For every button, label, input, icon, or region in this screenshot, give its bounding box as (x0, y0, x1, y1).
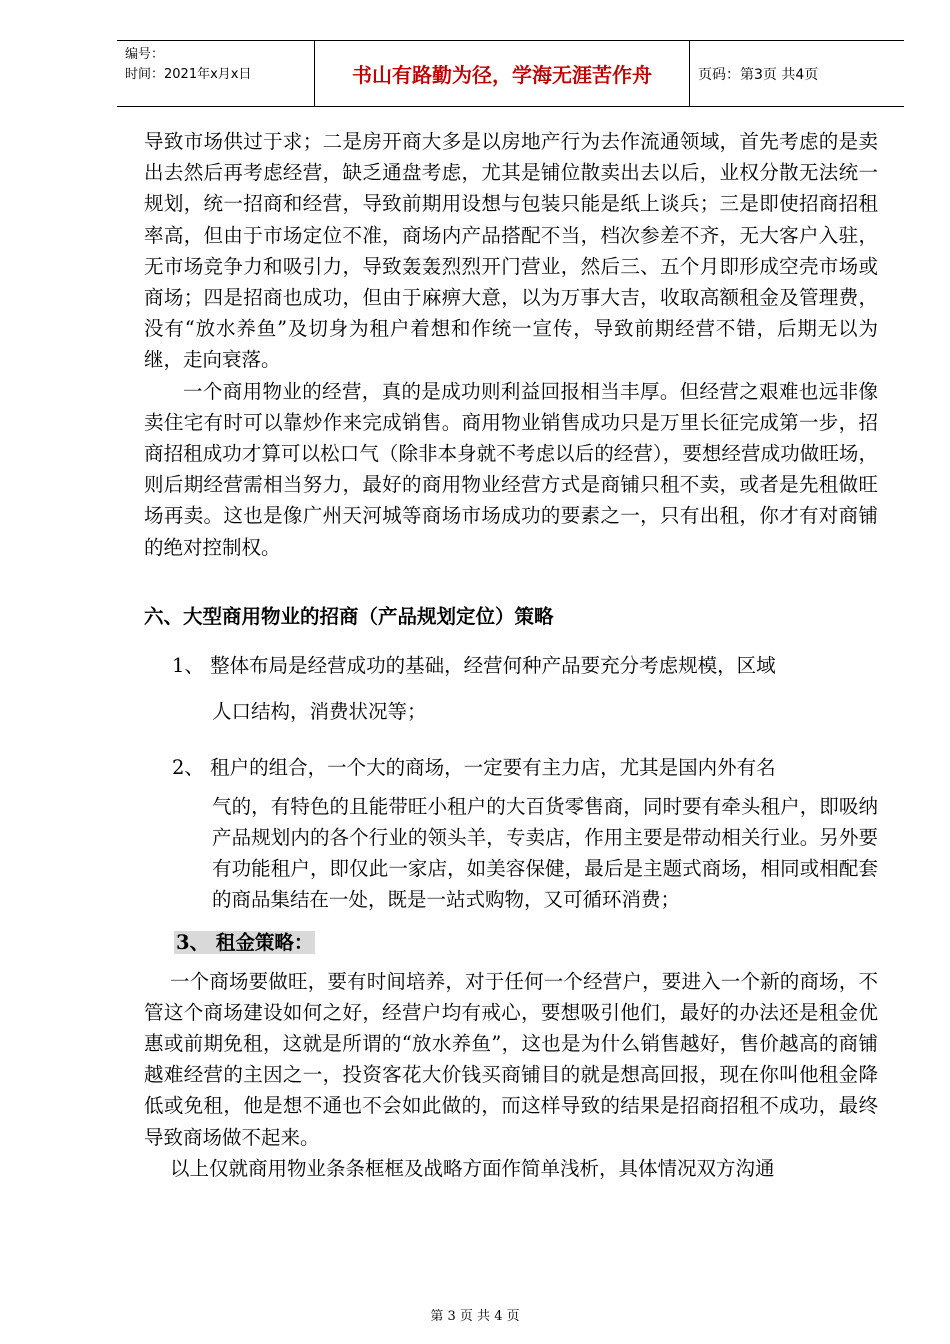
header-meta (117, 41, 315, 106)
header-page-number: 页码：第3页 共4页 (698, 66, 819, 83)
list-item-1-continued: 人口结构，消费状况等； (212, 699, 427, 723)
document-body (144, 126, 878, 1184)
list-item-2-continued: 气的，有特色的且能带旺小租户的大百货零售商，同时要有牵头租户，即吸纳产品规划内的各个行业的领头羊，专卖店，作用主要是带动相关行业。另外要有功能租户，即仅此一家店，如美容保健，最后是主题式商场，相同或相配套的商品集结在一处，既是一站式购物，又可循环消费； (212, 794, 878, 912)
list-item-2: 2、 租户的组合，一个大的商场，一定要有主力店，尤其是国内外有名 (172, 755, 776, 779)
paragraph-rent-strategy: 一个商场要做旺，要有时间培养，对于任何一个经营户，要进入一个新的商场，不管这个商场建设如何之好，经营户均有戒心，要想吸引他们，最好的办法还是租金优惠或前期免租，这就是所谓的“放水养鱼”，这也是为什么销售越好，售价越高的商铺越难经营的主因之一，投资客花大价钱买商铺目的就是想高回报，现在你叫他租金降低或免租，他是想不通也不会如此做的，而这样导致的结果是招商招租不成功，最终导致商场做不起来。 (144, 969, 878, 1149)
list-item-3-title (144, 926, 878, 960)
page-header (117, 40, 904, 107)
list-item-1: 1、 整体布局是经营成功的基础，经营何种产品要充分考虑规模，区域 (172, 653, 776, 677)
code-label: 编号： (125, 47, 165, 62)
time-label: 时间：2021年x月x日 (125, 67, 252, 82)
page-footer: 第 3 页 共 4 页 (430, 1309, 520, 1324)
paragraph-continued: 导致市场供过于求；二是房开商大多是以房地产行为去作流通领域，首先考虑的是卖出去然后再考虑经营，缺乏通盘考虑，尤其是铺位散卖出去以后，业权分散无法统一规划，统一招商和经营，导致前期用设想与包装只能是纸上谈兵；三是即使招商招租率高，但由于市场定位不准，商场内产品搭配不当，档次参差不齐，无大客户入驻，无市场竞争力和吸引力，导致轰轰烈烈开门营业，然后三、五个月即形成空壳市场或商场；四是招商也成功，但由于麻痹大意，以为万事大吉，收取高额租金及管理费，没有“放水养鱼”及切身为租户着想和作统一宣传，导致前期经营不错，后期无以为继，走向衰落。 (144, 130, 878, 372)
highlighted-heading: 3、 租金策略： (176, 930, 314, 954)
header-motto: 书山有路勤为径，学海无涯苦作舟 (315, 41, 690, 106)
section-title: 六、大型商用物业的招商（产品规划定位）策略 (144, 604, 554, 628)
paragraph-commercial-operation: 一个商用物业的经营，真的是成功则利益回报相当丰厚。但经营之艰难也远非像卖住宅有时可以靠炒作来完成销售。商用物业销售成功只是万里长征完成第一步，招商招租成功才算可以松口气（除非本身就不考虑以后的经营），要想经营成功做旺场，则后期经营需相当努力，最好的商用物业经营方式是商铺只租不卖，或者是先租做旺场再卖。这也是像广州天河城等商场市场成功的要素之一，只有出租，你才有对商铺的绝对控制权。 (144, 379, 878, 559)
paragraph-summary: 以上仅就商用物业条条框框及战略方面作简单浅析，具体情况双方沟通 (170, 1156, 775, 1180)
